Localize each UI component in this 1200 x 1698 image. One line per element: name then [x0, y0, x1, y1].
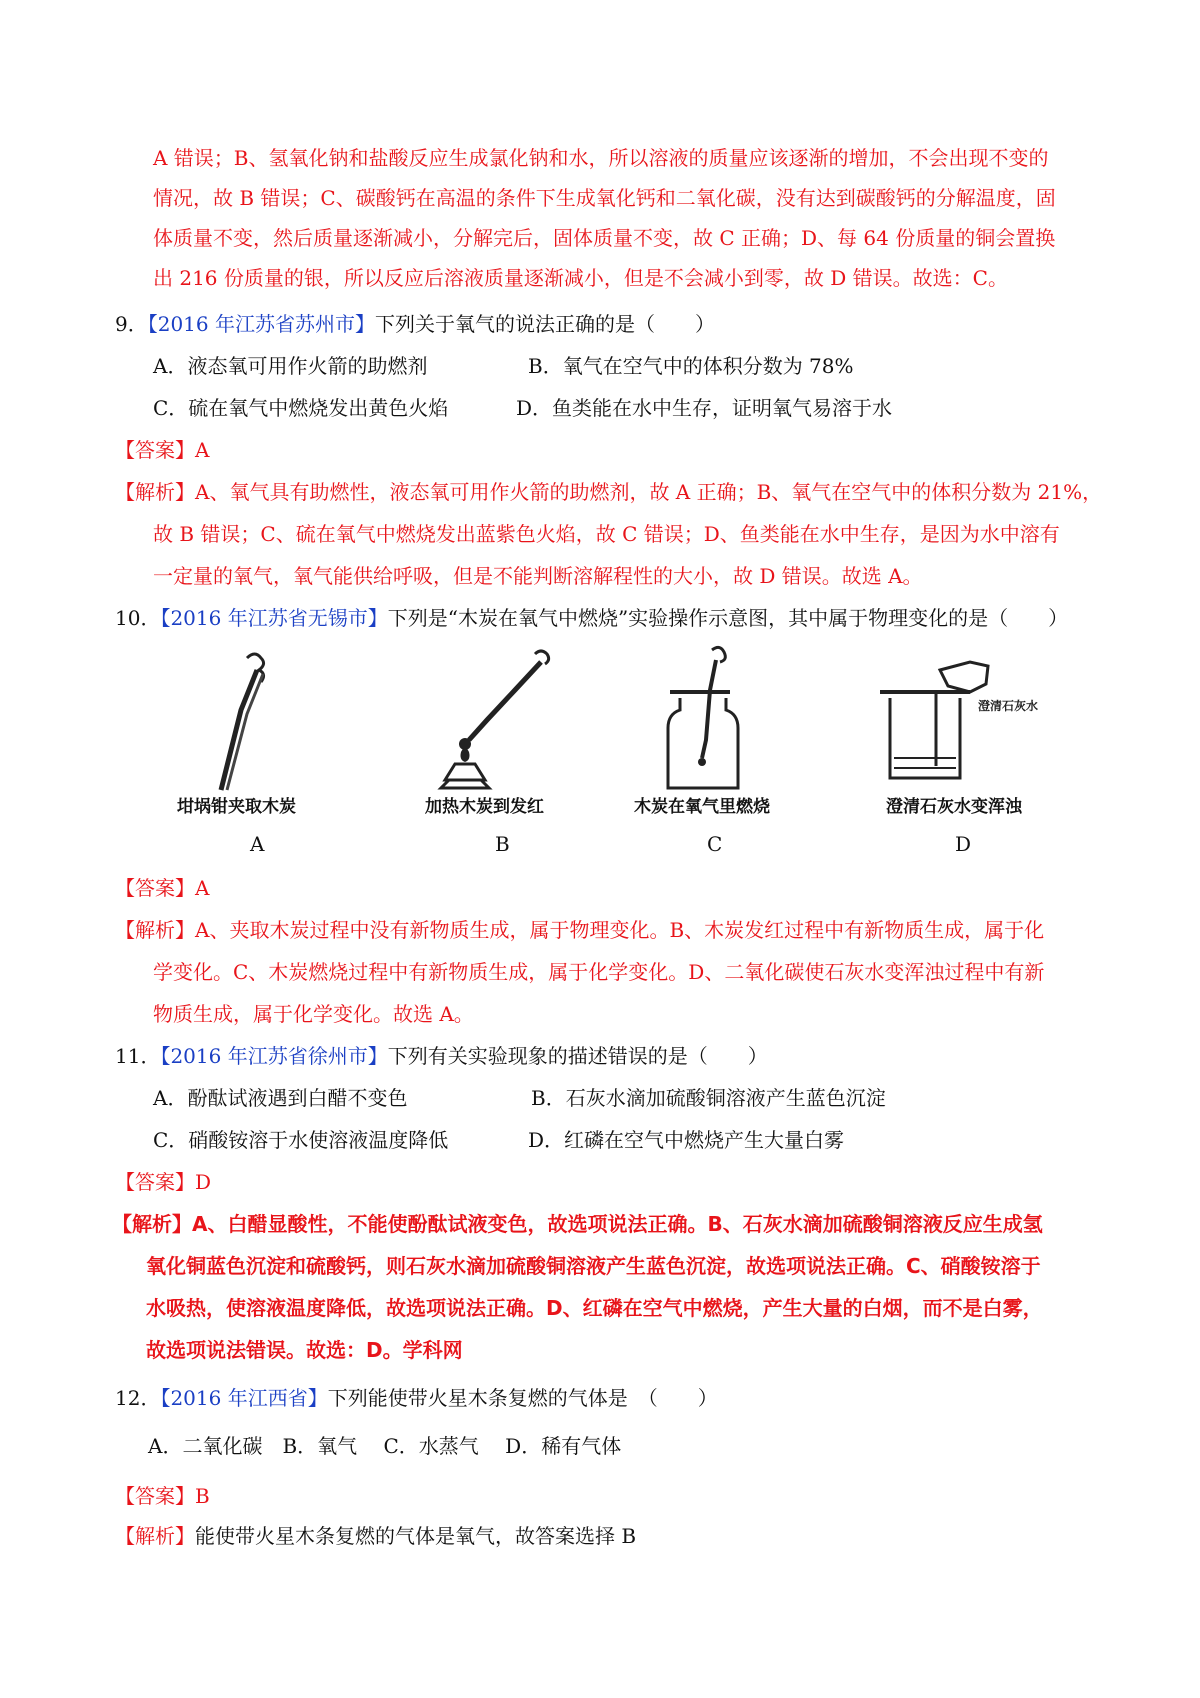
- limewater-illustration: [870, 640, 1070, 820]
- answer-label: 【答案】: [115, 1170, 195, 1194]
- prev-explain-line-4: 出 216 份质量的银，所以反应后溶液质量逐渐减小，但是不会减小到零，故 D 错误。故选：C。: [153, 266, 1008, 290]
- figure-a: [165, 640, 345, 820]
- q9-answer: [115, 436, 209, 464]
- q10-answer: [115, 874, 209, 902]
- q9-explain-line-2: 故 B 错误；C、硫在氧气中燃烧发出蓝紫色火焰，故 C 错误；D、鱼类能在水中生存，是因为水中溶有: [153, 522, 1060, 546]
- figure-caption: 澄清石灰水变浑浊: [886, 797, 1022, 817]
- figure-caption: 坩埚钳夹取木炭: [177, 797, 296, 817]
- q9-option-a: A．液态氧可用作火箭的助燃剂: [153, 354, 428, 378]
- q9-option-b: B．氧气在空气中的体积分数为 78%: [528, 354, 854, 378]
- explain-label: 【解析】: [115, 918, 195, 942]
- q12-answer: [115, 1482, 210, 1510]
- q11-option-c: C．硝酸铵溶于水使溶液温度降低: [153, 1128, 449, 1152]
- question-number: 10．: [115, 606, 161, 630]
- q9-explain-line-1: [115, 478, 1102, 506]
- answer-label: 【答案】: [115, 438, 195, 462]
- jar-burning-illustration: [630, 640, 810, 820]
- q11-answer: [115, 1168, 211, 1196]
- answer-value: B: [195, 1484, 210, 1508]
- question-stem: 下列有关实验现象的描述错误的是（ ）: [387, 1044, 768, 1068]
- figure-caption: 木炭在氧气里燃烧: [634, 797, 770, 817]
- figure-caption: 加热木炭到发红: [425, 797, 544, 817]
- heating-illustration: [415, 640, 595, 820]
- question-source: 【2016 年江西省】: [160, 1386, 328, 1410]
- question-number: 11．: [115, 1044, 161, 1068]
- explain-label: 【解析】: [115, 480, 195, 504]
- q9-option-c: C．硫在氧气中燃烧发出黄色火焰: [153, 396, 449, 420]
- answer-label: 【答案】: [115, 876, 195, 900]
- q9-option-d: D．鱼类能在水中生存，证明氧气易溶于水: [516, 396, 893, 420]
- prev-explain-line-3: 体质量不变，然后质量逐渐减小，分解完后，固体质量不变，故 C 正确；D、每 64 份质量的铜会置换: [153, 226, 1056, 250]
- question-source: 【2016 年江苏省苏州市】: [147, 312, 375, 336]
- answer-value: D: [195, 1170, 212, 1194]
- question-stem: 下列是“木炭在氧气中燃烧”实验操作示意图，其中属于物理变化的是（ ）: [387, 606, 1069, 630]
- figure-d: [870, 640, 1070, 820]
- explain-label: 【解析】: [115, 1524, 195, 1548]
- q10-explain-line-1: [115, 916, 1044, 944]
- limewater-side-label: 澄清石灰水: [978, 699, 1039, 713]
- q12-explain-line: [115, 1522, 636, 1550]
- figure-letter-d: D: [955, 832, 972, 856]
- q12-options: A．二氧化碳 B．氧气 C．水蒸气 D．稀有气体: [148, 1434, 622, 1458]
- question-source: 【2016 年江苏省无锡市】: [160, 606, 388, 630]
- explain-text: A、氧气具有助燃性，液态氧可用作火箭的助燃剂，故 A 正确；B、氧气在空气中的体积分数为 21%，: [195, 480, 1103, 504]
- answer-value: A: [195, 438, 210, 462]
- q11-explain-line-1: 【解析】A、白醋显酸性，不能使酚酞试液变色，故选项说法正确。B、石灰水滴加硫酸铜溶液反应生成氢: [112, 1212, 1043, 1236]
- q11-explain-line-4: 故选项说法错误。故选：D。学科网: [146, 1338, 463, 1362]
- explain-text: 能使带火星木条复燃的气体是氧气，故答案选择 B: [195, 1524, 637, 1548]
- question-number: 12．: [115, 1386, 161, 1410]
- question-number: 9．: [115, 312, 148, 336]
- q10-explain-line-3: 物质生成，属于化学变化。故选 A。: [153, 1002, 474, 1026]
- question-stem: 下列能使带火星木条复燃的气体是 （ ）: [327, 1386, 718, 1410]
- q10-explain-line-2: 学变化。C、木炭燃烧过程中有新物质生成，属于化学变化。D、二氧化碳使石灰水变浑浊过程中有新: [153, 960, 1045, 984]
- q11-option-a: A．酚酞试液遇到白醋不变色: [153, 1086, 408, 1110]
- figure-c: [630, 640, 810, 820]
- figure-letter-c: C: [707, 832, 723, 856]
- q11-option-d: D．红磷在空气中燃烧产生大量白雾: [528, 1128, 845, 1152]
- question-stem: 下列关于氧气的说法正确的是（ ）: [375, 312, 715, 336]
- figure-letter-b: B: [495, 832, 510, 856]
- prev-explain-line-1: A 错误；B、氢氧化钠和盐酸反应生成氯化钠和水，所以溶液的质量应该逐渐的增加，不会出现不变的: [153, 146, 1049, 170]
- question-source: 【2016 年江苏省徐州市】: [160, 1044, 388, 1068]
- figure-letter-a: A: [250, 832, 265, 856]
- question-11-stem-line: [115, 1042, 768, 1070]
- figure-b: [415, 640, 595, 820]
- prev-explain-line-2: 情况，故 B 错误；C、碳酸钙在高温的条件下生成氧化钙和二氧化碳，没有达到碳酸钙的分解温度，固: [153, 186, 1056, 210]
- question-12-stem-line: [115, 1384, 718, 1412]
- tongs-illustration: [165, 640, 345, 820]
- question-9-stem-line: [115, 310, 715, 338]
- answer-value: A: [195, 876, 210, 900]
- answer-label: 【答案】: [115, 1484, 195, 1508]
- q11-explain-line-3: 水吸热，使溶液温度降低，故选项说法正确。D、红磷在空气中燃烧，产生大量的白烟，而不是白雾，: [146, 1296, 1043, 1320]
- q11-explain-line-2: 氧化铜蓝色沉淀和硫酸钙，则石灰水滴加硫酸铜溶液产生蓝色沉淀，故选项说法正确。C、硝酸铵溶于: [146, 1254, 1041, 1278]
- explain-text: A、夹取木炭过程中没有新物质生成，属于物理变化。B、木炭发红过程中有新物质生成，属于化: [195, 918, 1045, 942]
- q9-explain-line-3: 一定量的氧气，氧气能供给呼吸，但是不能判断溶解程性的大小，故 D 错误。故选 A。: [153, 564, 923, 588]
- q11-option-b: B．石灰水滴加硫酸铜溶液产生蓝色沉淀: [531, 1086, 886, 1110]
- question-10-stem-line: [115, 604, 1068, 632]
